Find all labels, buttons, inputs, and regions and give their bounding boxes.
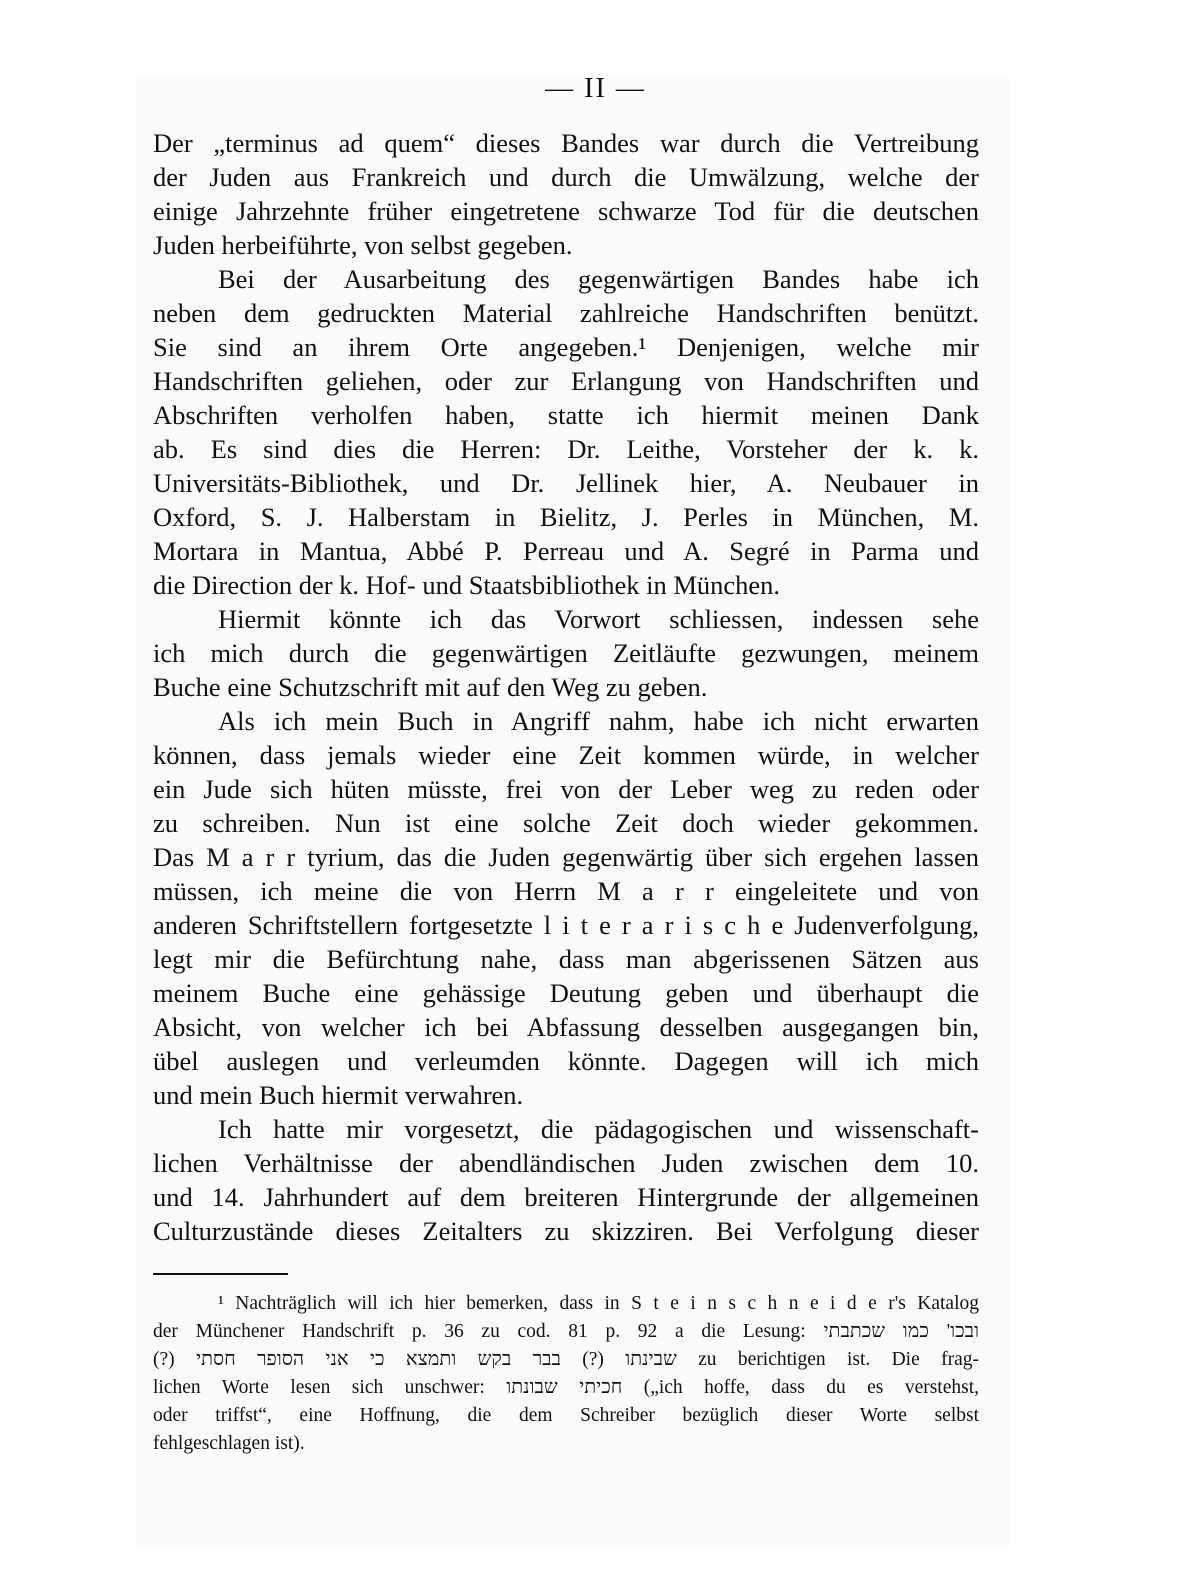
body-line: Universitäts-Bibliothek, und Dr. Jellinek hier, A. Neubauer in — [153, 468, 979, 498]
footnote-line: der Münchener Handschrift p. 36 zu cod. 81 p. 92 a die Lesung: ובכו' כמו שכתבתי — [153, 1321, 979, 1342]
body-line: Abschriften verholfen haben, statte ich hiermit meinen Dank — [153, 400, 979, 430]
body-line: Sie sind an ihrem Orte angegeben.¹ Denjenigen, welche mir — [153, 332, 979, 362]
paragraph-start-line: Bei der Ausarbeitung des gegenwärtigen Bandes habe ich — [218, 264, 979, 294]
body-line: einige Jahrzehnte früher eingetretene schwarze Tod für die deutschen — [153, 196, 979, 226]
body-line: Handschriften geliehen, oder zur Erlangung von Handschriften und — [153, 366, 979, 396]
body-line: können, dass jemals wieder eine Zeit kommen würde, in welcher — [153, 740, 979, 770]
body-line: legt mir die Befürchtung nahe, dass man abgerissenen Sätzen aus — [153, 944, 979, 974]
body-line: Culturzustände dieses Zeitalters zu skizziren. Bei Verfolgung dieser — [153, 1216, 979, 1246]
body-line: Das M a r r tyrium, das die Juden gegenwärtig über sich ergehen lassen — [153, 842, 979, 872]
body-line: anderen Schriftstellern fortgesetzte l i t e r a r i s c h e Judenverfolgung, — [153, 910, 979, 940]
body-line: meinem Buche eine gehässige Deutung geben und überhaupt die — [153, 978, 979, 1008]
body-line: Absicht, von welcher ich bei Abfassung desselben ausgegangen bin, — [153, 1012, 979, 1042]
paragraph-start-line: Als ich mein Buch in Angriff nahm, habe ich nicht erwarten — [218, 706, 979, 736]
body-line: zu schreiben. Nun ist eine solche Zeit doch wieder gekommen. — [153, 808, 979, 838]
footnote-divider — [153, 1273, 288, 1275]
body-line: Der „terminus ad quem“ dieses Bandes war durch die Vertreibung — [153, 128, 979, 158]
body-line: Oxford, S. J. Halberstam in Bielitz, J. Perles in München, M. — [153, 502, 979, 532]
footnote-line: (?) שבינתו (?) בבר בקש ותמצא כי אני הסופר חסתי zu berichtigen ist. Die frag- — [153, 1349, 979, 1370]
body-line: Juden herbeiführte, von selbst gegeben. — [153, 230, 573, 260]
body-line: übel auslegen und verleumden könnte. Dagegen will ich mich — [153, 1046, 979, 1076]
body-line: ab. Es sind dies die Herren: Dr. Leithe, Vorsteher der k. k. — [153, 434, 979, 464]
body-line: der Juden aus Frankreich und durch die Umwälzung, welche der — [153, 162, 979, 192]
body-line: Mortara in Mantua, Abbé P. Perreau und A. Segré in Parma und — [153, 536, 979, 566]
body-line: lichen Verhältnisse der abendländischen Juden zwischen dem 10. — [153, 1148, 979, 1178]
footnote-line: lichen Worte lesen sich unschwer: חכיתי שבונתו („ich hoffe, dass du es verstehst, — [153, 1377, 980, 1398]
body-line: ein Jude sich hüten müsste, frei von der Leber weg zu reden oder — [153, 774, 979, 804]
footnote-line: oder triffst“, eine Hoffnung, die dem Schreiber bezüglich dieser Worte selbst — [153, 1405, 979, 1426]
body-line: Buche eine Schutzschrift mit auf den Weg zu geben. — [153, 672, 708, 702]
page-number: — II — — [545, 73, 646, 104]
footnote-line: ¹ Nachträglich will ich hier bemerken, dass in S t e i n s c h n e i d e r's Katalog — [218, 1293, 979, 1314]
body-line: neben dem gedruckten Material zahlreiche Handschriften benützt. — [153, 298, 979, 328]
body-line: die Direction der k. Hof- und Staatsbibliothek in München. — [153, 570, 781, 600]
body-line: ich mich durch die gegenwärtigen Zeitläufte gezwungen, meinem — [153, 638, 979, 668]
body-line: und mein Buch hiermit verwahren. — [153, 1080, 524, 1110]
footnote-line: fehlgeschlagen ist). — [153, 1433, 305, 1454]
body-line: müssen, ich meine die von Herrn M a r r eingeleitete und von — [153, 876, 979, 906]
paragraph-start-line: Hiermit könnte ich das Vorwort schliessen, indessen sehe — [218, 604, 979, 634]
body-line: und 14. Jahrhundert auf dem breiteren Hintergrunde der allgemeinen — [153, 1182, 979, 1212]
paragraph-start-line: Ich hatte mir vorgesetzt, die pädagogischen und wissenschaft- — [218, 1114, 979, 1144]
